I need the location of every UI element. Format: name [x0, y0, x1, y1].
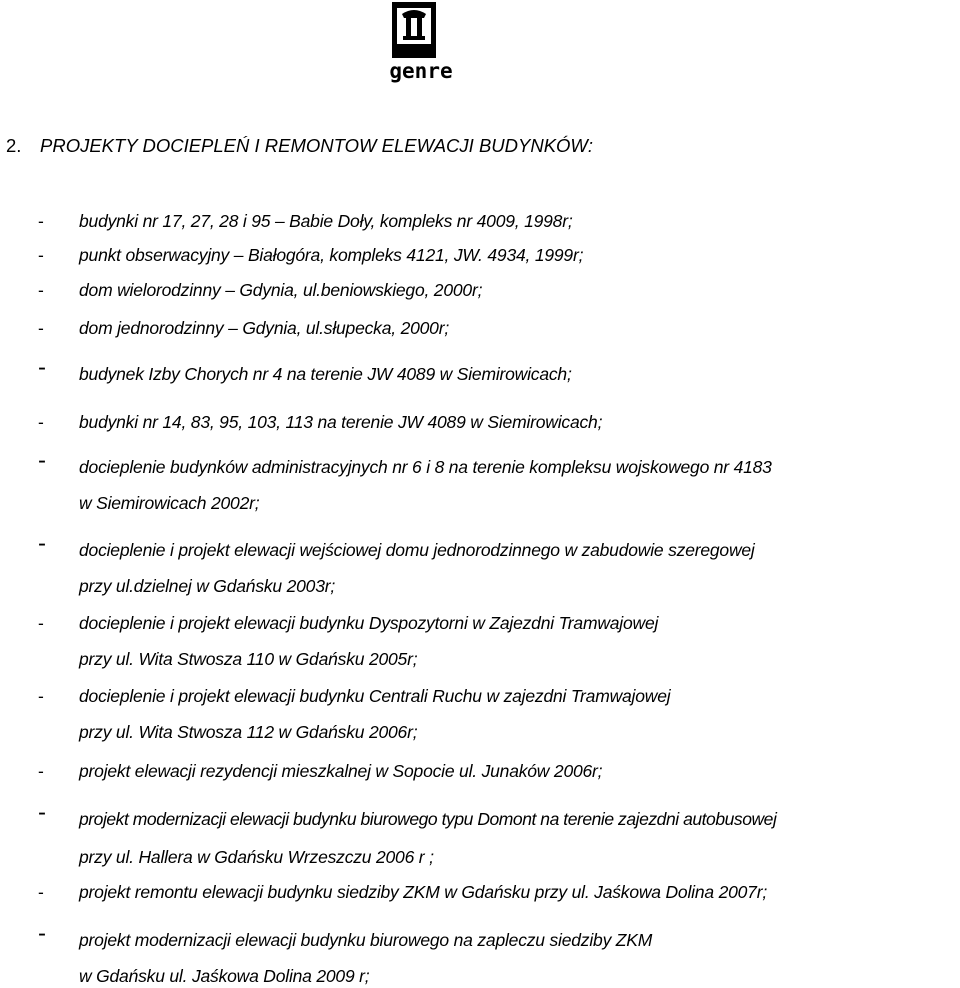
list-item-text: docieplenie budynków administracyjnych nr 6 i 8 na terenie kompleksu wojskowego nr 4183: [79, 457, 772, 477]
list-item: [0, 880, 960, 904]
list-item-continuation: [0, 964, 960, 988]
list-item: [0, 799, 960, 831]
list-item: [0, 530, 960, 562]
list-item-text: docieplenie i projekt elewacji wejściowej domu jednorodzinnego w zabudowie szeregowej: [79, 540, 755, 560]
company-logo: [386, 0, 456, 88]
list-item-text: przy ul. Wita Stwosza 112 w Gdańsku 2006r;: [79, 722, 418, 742]
list-item-continuation: [0, 574, 960, 598]
list-dash: -: [38, 211, 44, 231]
list-item-text: w Gdańsku ul. Jaśkowa Dolina 2009 r;: [79, 966, 370, 986]
list-item-text: punkt obserwacyjny – Białogóra, kompleks 4121, JW. 4934, 1999r;: [79, 245, 584, 265]
section-title: PROJEKTY DOCIEPLEŃ I REMONTOW ELEWACJI BUDYNKÓW:: [40, 135, 594, 156]
list-item-text: projekt modernizacji elewacji budynku biurowego typu Domont na terenie zajezdni autobusowej: [79, 809, 777, 829]
list-dash: -: [38, 920, 46, 947]
list-item: [0, 316, 960, 340]
list-item: [0, 209, 960, 233]
list-item-text: projekt modernizacji elewacji budynku biurowego na zapleczu siedziby ZKM: [79, 930, 653, 950]
list-item-text: docieplenie i projekt elewacji budynku Centrali Ruchu w zajezdni Tramwajowej: [79, 686, 671, 706]
list-item-text: przy ul.dzielnej w Gdańsku 2003r;: [79, 576, 336, 596]
list-item-text: projekt elewacji rezydencji mieszkalnej w Sopocie ul. Junaków 2006r;: [79, 761, 603, 781]
list-item-continuation: [0, 845, 960, 869]
list-dash: -: [38, 530, 46, 557]
list-dash: -: [38, 280, 44, 300]
list-item-text: przy ul. Hallera w Gdańsku Wrzeszczu 2006 r ;: [79, 847, 434, 867]
list-item-text: budynek Izby Chorych nr 4 na terenie JW 4089 w Siemirowicach;: [79, 364, 572, 384]
list-item-text: docieplenie i projekt elewacji budynku Dyspozytorni w Zajezdni Tramwajowej: [79, 613, 659, 633]
list-dash: -: [38, 354, 46, 381]
list-item-continuation: [0, 647, 960, 671]
list-dash: -: [38, 799, 46, 826]
list-item: [0, 920, 960, 952]
list-item-continuation: [0, 720, 960, 744]
logo-wordmark: genre: [389, 59, 453, 83]
list-dash: -: [38, 613, 44, 633]
list-item-text: w Siemirowicach 2002r;: [79, 493, 260, 513]
list-dash: -: [38, 412, 44, 432]
list-item: [0, 243, 960, 267]
list-item-text: dom wielorodzinny – Gdynia, ul.beniowskiego, 2000r;: [79, 280, 483, 300]
list-dash: -: [38, 882, 44, 902]
list-item: [0, 410, 960, 434]
list-item: [0, 278, 960, 302]
list-item-continuation: [0, 491, 960, 515]
section-number: 2.: [6, 135, 22, 156]
list-dash: -: [38, 686, 44, 706]
list-dash: -: [38, 761, 44, 781]
list-item: [0, 447, 960, 479]
logo-mark-icon: [386, 0, 456, 60]
list-dash: -: [38, 245, 44, 265]
list-item-text: dom jednorodzinny – Gdynia, ul.słupecka, 2000r;: [79, 318, 449, 338]
list-item-text: budynki nr 17, 27, 28 i 95 – Babie Doły, kompleks nr 4009, 1998r;: [79, 211, 573, 231]
list-item-text: przy ul. Wita Stwosza 110 w Gdańsku 2005r;: [79, 649, 418, 669]
list-item-text: budynki nr 14, 83, 95, 103, 113 na terenie JW 4089 w Siemirowicach;: [79, 412, 603, 432]
list-item: [0, 684, 960, 708]
list-item: [0, 354, 960, 386]
list-dash: -: [38, 318, 44, 338]
list-item-text: projekt remontu elewacji budynku siedziby ZKM w Gdańsku przy ul. Jaśkowa Dolina 2007r;: [79, 882, 767, 902]
list-item: [0, 759, 960, 783]
list-item: [0, 611, 960, 635]
list-dash: -: [38, 447, 46, 474]
